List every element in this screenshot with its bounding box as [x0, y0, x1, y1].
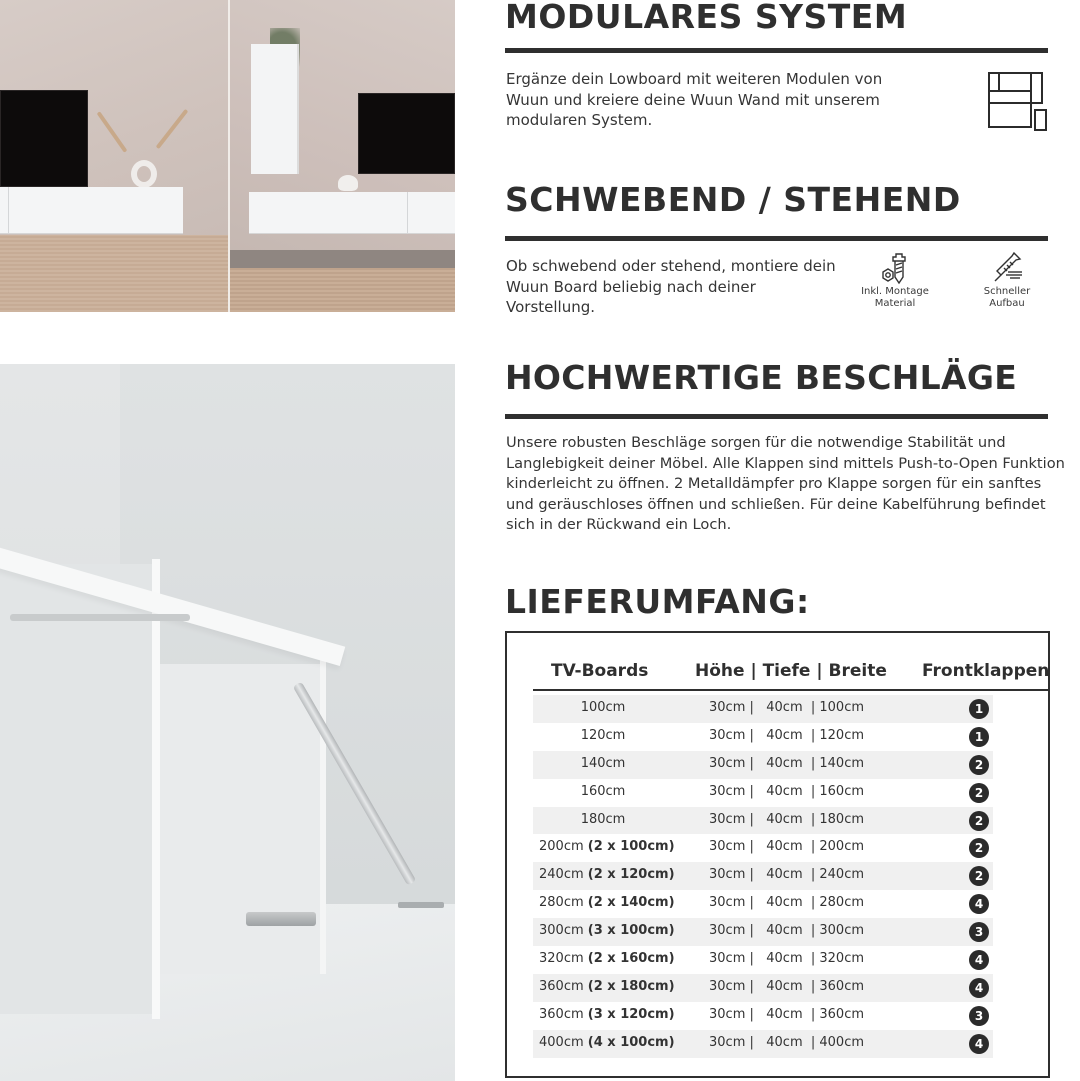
section-title-delivery: LIEFERUMFANG:	[505, 582, 810, 621]
board-combination: (4 x 100cm)	[587, 1034, 675, 1050]
front-flaps-count-badge: 3	[969, 1006, 989, 1026]
cell-dimensions: 30cm | 40cm | 360cm	[709, 1006, 865, 1022]
section-title-fittings: HOCHWERTIGE BESCHLÄGE	[505, 358, 1018, 397]
cell-dimensions: 30cm | 40cm | 280cm	[709, 895, 865, 911]
rug-right	[230, 268, 455, 312]
tv-left	[0, 90, 88, 187]
front-flaps-count-badge: 2	[969, 866, 989, 886]
board-size: 280cm	[539, 895, 584, 911]
cell-tv-board	[539, 979, 679, 994]
table-body	[533, 695, 993, 1058]
cell-tv-board	[539, 923, 679, 938]
cell-dimensions: 30cm | 40cm | 120cm	[709, 727, 865, 743]
feature-label: Inkl. Montage	[861, 286, 929, 297]
feature-mounting-material	[845, 250, 945, 310]
table-row	[533, 1030, 993, 1058]
cell-tv-board	[539, 951, 679, 966]
rug-left	[0, 235, 228, 312]
board-size: 240cm	[539, 867, 584, 883]
table-row	[533, 946, 993, 974]
hinge	[246, 912, 316, 926]
board-size: 360cm	[539, 1006, 584, 1022]
divider	[505, 236, 1048, 241]
table-row	[533, 751, 993, 779]
board-size: 200cm	[539, 839, 584, 855]
board-combination: (3 x 120cm)	[587, 1006, 675, 1022]
board-seam	[8, 187, 9, 233]
board-size: 180cm	[580, 811, 626, 827]
board-size: 400cm	[539, 1034, 584, 1050]
lowboard-floating	[249, 192, 455, 234]
cell-dimensions: 30cm | 40cm | 160cm	[709, 783, 865, 799]
cell-dimensions: 30cm | 40cm | 240cm	[709, 867, 865, 883]
board-combination: (2 x 180cm)	[587, 978, 675, 994]
board-size: 100cm	[580, 700, 626, 715]
front-flaps-count-badge: 4	[969, 978, 989, 998]
section-title-mounting: SCHWEBEND / STEHEND	[505, 180, 961, 219]
cell-dimensions: 30cm | 40cm | 360cm	[709, 978, 865, 994]
front-flaps-count-badge: 2	[969, 811, 989, 831]
column-header-dimensions: Höhe | Tiefe | Breite	[695, 661, 887, 681]
front-flaps-count-badge: 2	[969, 755, 989, 775]
cell-tv-board	[539, 1007, 679, 1022]
board-combination: (2 x 160cm)	[587, 951, 675, 967]
cell-tv-board	[533, 756, 673, 771]
feature-fast-assembly	[957, 250, 1057, 310]
cell-tv-board	[533, 700, 673, 715]
cell-tv-board	[533, 784, 673, 799]
lowboard-photo-top	[0, 0, 455, 312]
fittings-photo	[0, 364, 455, 1081]
table-row	[533, 862, 993, 890]
board-size: 320cm	[539, 951, 584, 967]
divider	[505, 48, 1048, 53]
front-flaps-count-badge: 3	[969, 922, 989, 942]
photo-divider	[228, 0, 230, 312]
table-row	[533, 918, 993, 946]
front-flaps-count-badge: 1	[969, 699, 989, 719]
table-row	[533, 695, 993, 723]
cell-tv-board	[533, 728, 673, 743]
board-combination: (2 x 100cm)	[587, 839, 675, 855]
cell-dimensions: 30cm | 40cm | 300cm	[709, 923, 865, 939]
cell-tv-board	[533, 812, 673, 827]
board-side-panel	[0, 564, 152, 1014]
cell-dimensions: 30cm | 40cm | 100cm	[709, 700, 865, 715]
feature-label: Schneller	[983, 286, 1031, 297]
table-row	[533, 834, 993, 862]
table-header	[533, 657, 1049, 691]
section-text-modular: Ergänze dein Lowboard mit weiteren Modulen von Wuun und kreiere deine Wuun Wand mit unserem modularen System.	[506, 70, 883, 129]
table-row	[533, 890, 993, 918]
modular-shelf-icon	[986, 70, 1048, 132]
front-flaps-count-badge: 2	[969, 838, 989, 858]
table-row	[533, 1002, 993, 1030]
fast-screw-icon	[990, 250, 1024, 286]
cell-dimensions: 30cm | 40cm | 140cm	[709, 755, 865, 771]
front-flaps-count-badge: 4	[969, 950, 989, 970]
front-flaps-count-badge: 4	[969, 1034, 989, 1054]
section-text-mounting: Ob schwebend oder stehend, montiere dein Wuun Board beliebig nach deiner Vorstellung.	[506, 257, 836, 316]
feature-label: Aufbau	[989, 298, 1025, 309]
delivery-table	[505, 631, 1050, 1078]
screw-nut-icon	[878, 250, 912, 286]
board-size: 120cm	[580, 727, 626, 743]
board-back-edge	[320, 654, 326, 974]
section-text-fittings: Unsere robusten Beschläge sorgen für die notwendige Stabilität und Langlebigkeit deiner Möbel. Alle Klappen sind mittels Push-to-Open Funktion kinderleicht zu öffnen. 2 Metalldämpfer pro Klappe sorgen für ein sanftes und geräuschloses öffnen und schließen. Für deine Kabelführung befindet sich in der Rückwand ein Loch.	[506, 434, 1065, 533]
feature-label: Material	[874, 298, 916, 309]
board-seam	[407, 192, 408, 233]
shell-decoration	[338, 175, 358, 191]
cell-dimensions: 30cm | 40cm | 200cm	[709, 839, 865, 855]
board-combination: (3 x 100cm)	[587, 923, 675, 939]
cell-dimensions: 30cm | 40cm | 320cm	[709, 951, 865, 967]
front-flaps-count-badge: 4	[969, 894, 989, 914]
cell-tv-board	[539, 1035, 679, 1050]
cell-dimensions: 30cm | 40cm | 180cm	[709, 811, 865, 827]
section-title-modular: MODULARES SYSTEM	[505, 0, 908, 36]
cell-tv-board	[539, 867, 679, 882]
board-size: 160cm	[580, 783, 626, 799]
table-row	[533, 779, 993, 807]
lowboard-standing	[0, 187, 183, 234]
board-combination: (2 x 120cm)	[587, 867, 675, 883]
tv-right	[358, 93, 455, 174]
table-row	[533, 723, 993, 751]
board-size: 300cm	[539, 923, 584, 939]
front-flaps-count-badge: 2	[969, 783, 989, 803]
column-header-tv-boards: TV-Boards	[551, 661, 649, 681]
board-size: 140cm	[580, 755, 626, 771]
table-row	[533, 807, 993, 835]
damper-mount	[398, 902, 444, 908]
front-flaps-count-badge: 1	[969, 727, 989, 747]
floor-right	[230, 250, 455, 270]
vase	[131, 160, 157, 188]
divider	[505, 414, 1048, 419]
board-size: 360cm	[539, 978, 584, 994]
board-inner-panel	[158, 664, 326, 974]
cell-tv-board	[539, 895, 679, 910]
table-row	[533, 974, 993, 1002]
cell-tv-board	[539, 839, 679, 854]
column-header-front-flaps: Frontklappen	[922, 661, 1050, 681]
board-divider-edge	[152, 559, 160, 1019]
cell-dimensions: 30cm | 40cm | 400cm	[709, 1034, 865, 1050]
board-combination: (2 x 140cm)	[587, 895, 675, 911]
wall-cabinet	[251, 44, 299, 174]
push-to-open-rail	[10, 614, 190, 621]
